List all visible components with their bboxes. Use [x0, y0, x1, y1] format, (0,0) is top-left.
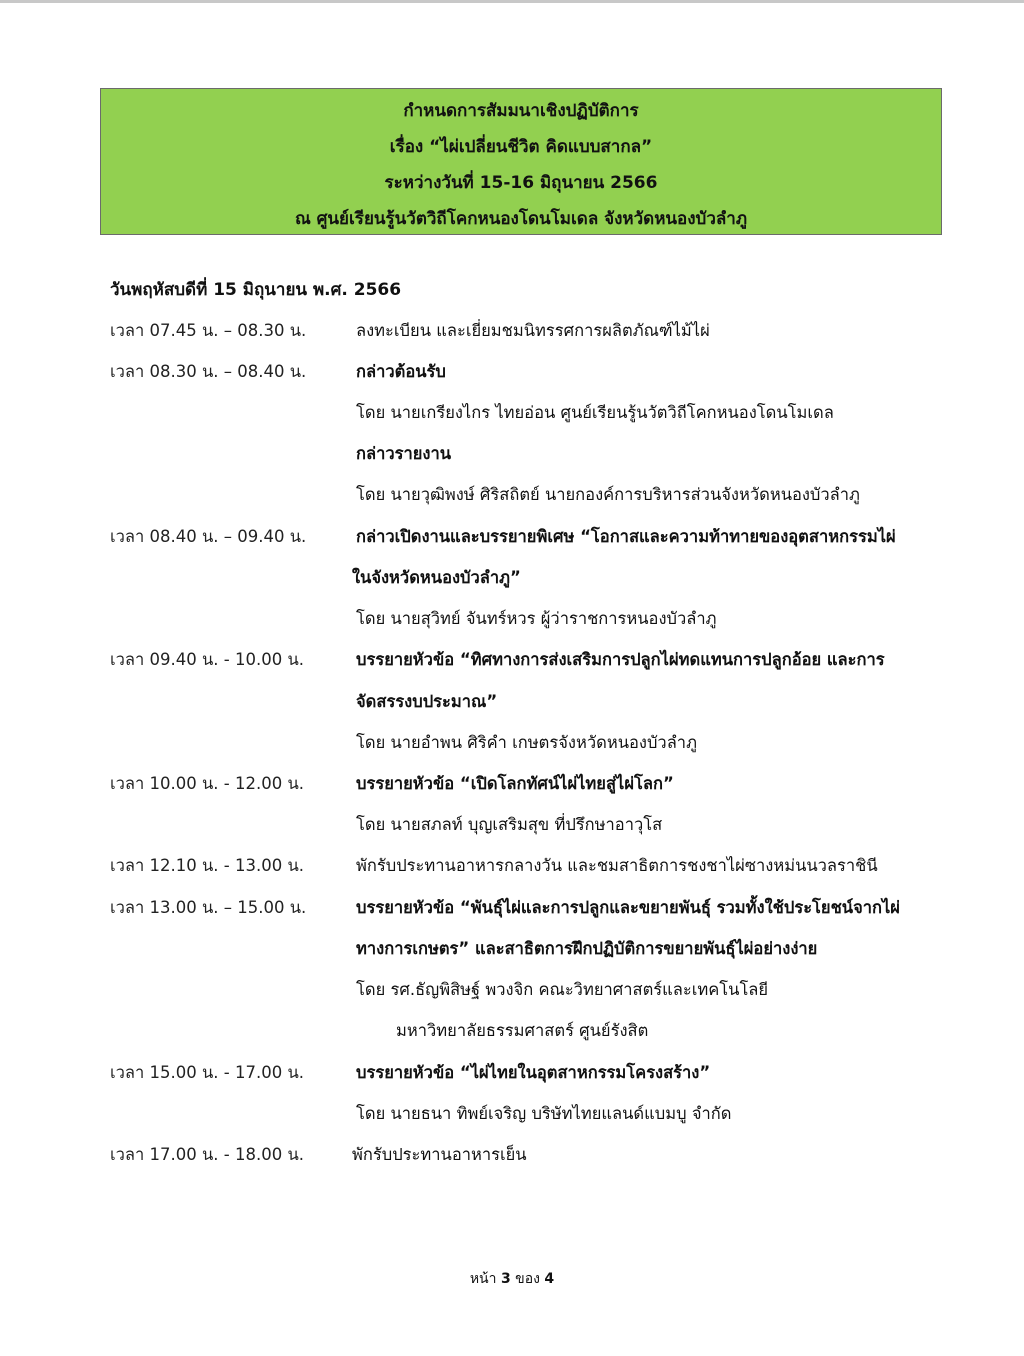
schedule-row — [0, 684, 1024, 720]
footer-of-word: ของ — [515, 1271, 540, 1287]
schedule-time: เวลา 08.30 น. – 08.40 น. — [110, 362, 307, 381]
schedule-text: พักรับประทานอาหารกลางวัน และชมสาธิตการชงชาไผ่ซางหม่นนวลราชินี — [356, 856, 878, 875]
title-header-box — [100, 88, 942, 235]
schedule-text: พักรับประทานอาหารเย็น — [352, 1145, 527, 1164]
schedule-row — [0, 1137, 1024, 1173]
schedule-row — [0, 1013, 1024, 1049]
schedule-row — [0, 560, 1024, 596]
footer-page-number: 3 — [500, 1271, 511, 1287]
schedule-text: โดย นายสภลท์ บุญเสริมสุข ที่ปรึกษาอาวุโส — [356, 815, 663, 834]
schedule-text: บรรยายหัวข้อ “พันธุ์ไผ่และการปลูกและขยายพันธุ์ รวมทั้งใช้ประโยชน์จากไผ่ — [356, 898, 900, 917]
schedule-text: กล่าวเปิดงานและบรรยายพิเศษ “โอกาสและความท้าทายของอุตสาหกรรมไผ่ — [356, 527, 896, 546]
schedule-time: เวลา 08.40 น. – 09.40 น. — [110, 527, 307, 546]
schedule-time: เวลา 09.40 น. - 10.00 น. — [110, 650, 304, 669]
schedule-text: โดย นายอำพน ศิริคำ เกษตรจังหวัดหนองบัวลำภู — [356, 733, 697, 752]
header-date-line: ระหว่างวันที่ 15-16 มิถุนายน 2566 — [384, 173, 658, 193]
schedule-row — [0, 642, 1024, 678]
schedule-row — [0, 519, 1024, 555]
schedule-row — [0, 890, 1024, 926]
schedule-text: ทางการเกษตร” และสาธิตการฝึกปฏิบัติการขยายพันธุ์ไผ่อย่างง่าย — [356, 939, 818, 958]
schedule-text: บรรยายหัวข้อ “ไผ่ไทยในอุตสาหกรรมโครงสร้าง” — [356, 1063, 711, 1082]
schedule-row — [0, 354, 1024, 390]
schedule-time: เวลา 07.45 น. – 08.30 น. — [110, 321, 307, 340]
schedule-row — [0, 766, 1024, 802]
schedule-row — [0, 313, 1024, 349]
schedule-text: กล่าวรายงาน — [356, 444, 452, 463]
schedule-row — [0, 395, 1024, 431]
schedule-text: บรรยายหัวข้อ “ทิศทางการส่งเสริมการปลูกไผ่ทดแทนการปลูกอ้อย และการ — [356, 650, 885, 669]
schedule-text: โดย นายธนา ทิพย์เจริญ บริษัทไทยแลนด์แบมบู จำกัด — [356, 1104, 732, 1123]
schedule-text: มหาวิทยาลัยธรรมศาสตร์ ศูนย์รังสิต — [396, 1021, 649, 1040]
header-subject-line: เรื่อง “ไผ่เปลี่ยนชีวิต คิดแบบสากล” — [389, 137, 653, 157]
schedule-text: กล่าวต้อนรับ — [356, 362, 446, 381]
schedule-text: โดย นายวุฒิพงษ์ ศิริสถิตย์ นายกองค์การบริหารส่วนจังหวัดหนองบัวลำภู — [356, 485, 860, 504]
schedule-time: เวลา 12.10 น. - 13.00 น. — [110, 856, 304, 875]
top-border-rule — [0, 0, 1024, 3]
schedule-row — [0, 601, 1024, 637]
page-footer — [0, 1268, 1024, 1290]
schedule-row — [0, 972, 1024, 1008]
schedule-time: เวลา 17.00 น. - 18.00 น. — [110, 1145, 304, 1164]
schedule-time: เวลา 13.00 น. – 15.00 น. — [110, 898, 307, 917]
schedule-text: โดย รศ.ธัญพิสิษฐ์ พวงจิก คณะวิทยาศาสตร์และเทคโนโลยี — [356, 980, 769, 999]
schedule-row — [0, 436, 1024, 472]
header-venue-line: ณ ศูนย์เรียนรู้นวัตวิถีโคกหนองโดนโมเดล จังหวัดหนองบัวลำภู — [294, 209, 748, 229]
schedule-time: เวลา 15.00 น. - 17.00 น. — [110, 1063, 304, 1082]
footer-page-word: หน้า — [469, 1271, 497, 1287]
footer-total-pages: 4 — [544, 1271, 555, 1287]
schedule-text: ในจังหวัดหนองบัวลำภู” — [352, 568, 521, 587]
schedule-text: จัดสรรงบประมาณ” — [356, 692, 498, 711]
schedule-text: โดย นายสุวิทย์ จันทร์หวร ผู้ว่าราชการหนองบัวลำภู — [356, 609, 717, 628]
schedule-text: ลงทะเบียน และเยี่ยมชมนิทรรศการผลิตภัณฑ์ไม้ไผ่ — [356, 321, 710, 340]
schedule-row — [0, 931, 1024, 967]
schedule-row — [0, 807, 1024, 843]
schedule-row — [0, 848, 1024, 884]
schedule-row — [0, 1055, 1024, 1091]
schedule-row — [0, 1096, 1024, 1132]
schedule-row — [0, 477, 1024, 513]
schedule-time: เวลา 10.00 น. - 12.00 น. — [110, 774, 304, 793]
schedule-row — [0, 725, 1024, 761]
day-heading: วันพฤหัสบดีที่ 15 มิถุนายน พ.ศ. 2566 — [110, 280, 402, 300]
schedule-text: โดย นายเกรียงไกร ไทยอ่อน ศูนย์เรียนรู้นวัตวิถีโคกหนองโดนโมเดล — [356, 403, 834, 422]
header-title-line: กำหนดการสัมมนาเชิงปฏิบัติการ — [403, 101, 639, 121]
schedule-text: บรรยายหัวข้อ “เปิดโลกทัศน์ไผ่ไทยสู่ไผ่โลก” — [356, 774, 674, 793]
